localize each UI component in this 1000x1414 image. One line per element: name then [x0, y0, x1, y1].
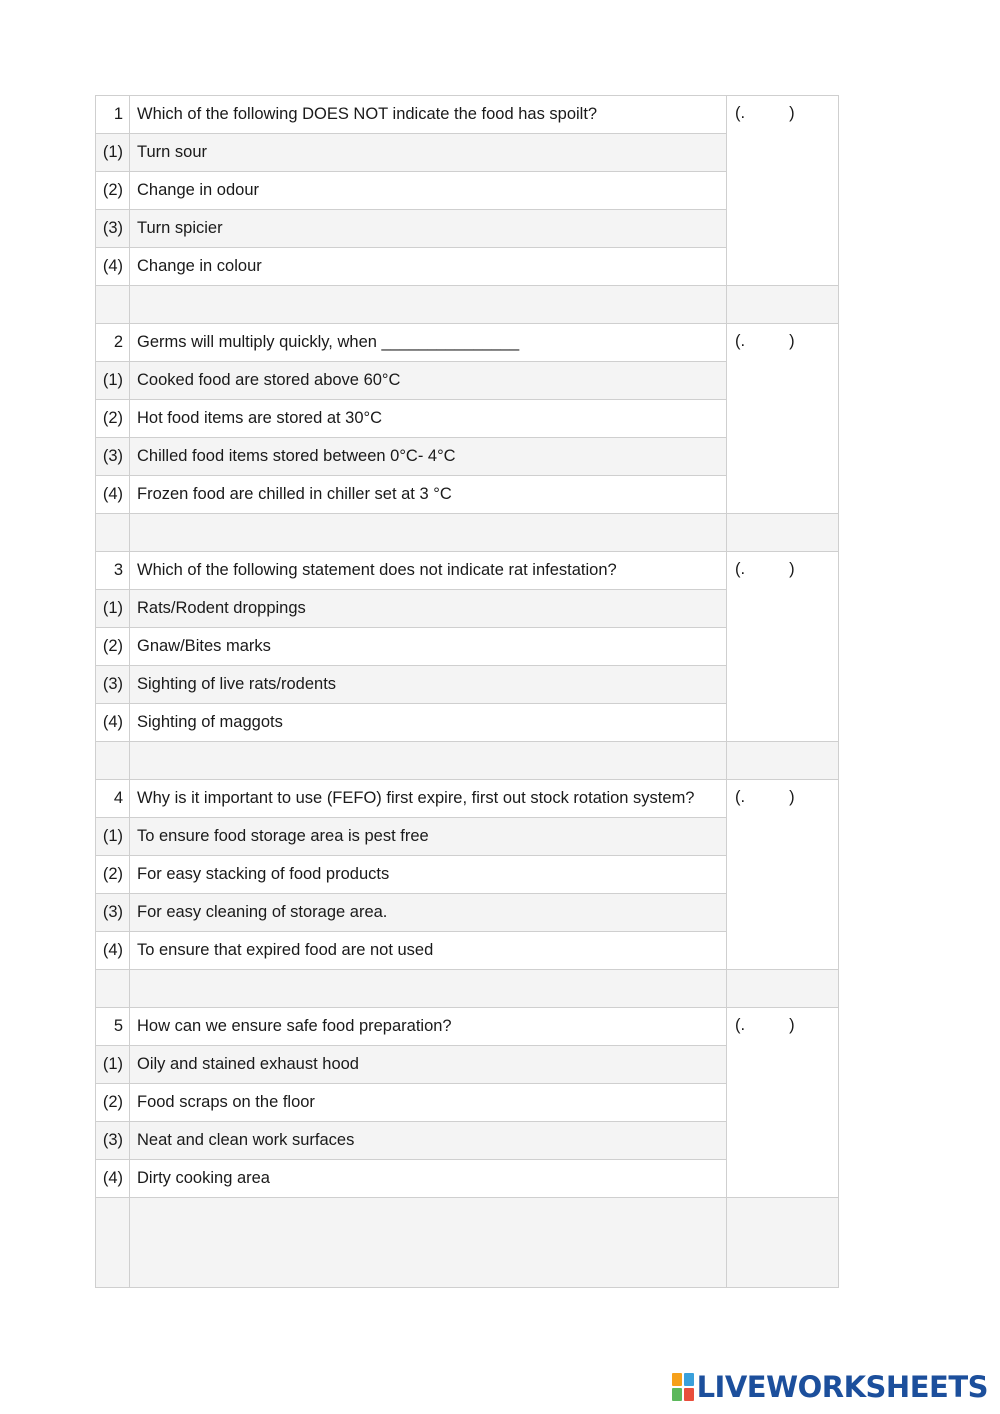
question-row	[96, 1008, 839, 1046]
answer-open-bracket: (.	[735, 332, 746, 350]
question-number: 1	[96, 96, 130, 134]
option-label: (1)	[96, 818, 130, 856]
spacer-cell	[96, 970, 130, 1008]
option-label: (1)	[96, 1046, 130, 1084]
option-text: Turn spicier	[130, 210, 727, 248]
question-text: Which of the following statement does not indicate rat infestation?	[130, 552, 727, 590]
option-text: For easy stacking of food products	[130, 856, 727, 894]
answer-open-bracket: (.	[735, 104, 746, 122]
option-text: To ensure that expired food are not used	[130, 932, 727, 970]
option-label: (2)	[96, 172, 130, 210]
answer-open-bracket: (.	[735, 1016, 746, 1034]
option-label: (1)	[96, 362, 130, 400]
option-label: (2)	[96, 628, 130, 666]
answer-box[interactable]	[727, 552, 839, 742]
question-text: Germs will multiply quickly, when _______________	[130, 324, 727, 362]
answer-box[interactable]	[727, 96, 839, 286]
liveworksheets-logo	[672, 1372, 988, 1402]
answer-close-bracket: )	[789, 332, 795, 350]
question-row	[96, 324, 839, 362]
logo-mark-icon	[672, 1373, 694, 1401]
option-text: Rats/Rodent droppings	[130, 590, 727, 628]
question-number: 3	[96, 552, 130, 590]
option-text: For easy cleaning of storage area.	[130, 894, 727, 932]
option-text: Change in colour	[130, 248, 727, 286]
question-text: How can we ensure safe food preparation?	[130, 1008, 727, 1046]
option-text: Neat and clean work surfaces	[130, 1122, 727, 1160]
spacer-row	[96, 514, 839, 552]
answer-close-bracket: )	[789, 104, 795, 122]
option-text: Change in odour	[130, 172, 727, 210]
question-number: 5	[96, 1008, 130, 1046]
option-text: Frozen food are chilled in chiller set at 3 °C	[130, 476, 727, 514]
spacer-cell	[130, 742, 727, 780]
option-text: Hot food items are stored at 30°C	[130, 400, 727, 438]
option-text: To ensure food storage area is pest free	[130, 818, 727, 856]
spacer-cell	[727, 1198, 839, 1288]
option-label: (3)	[96, 438, 130, 476]
spacer-cell	[727, 970, 839, 1008]
option-label: (2)	[96, 856, 130, 894]
quiz-table	[95, 95, 839, 1288]
answer-box[interactable]	[727, 1008, 839, 1198]
answer-close-bracket: )	[789, 560, 795, 578]
option-label: (4)	[96, 704, 130, 742]
spacer-cell	[727, 742, 839, 780]
answer-close-bracket: )	[789, 1016, 795, 1034]
question-number: 4	[96, 780, 130, 818]
option-text: Sighting of live rats/rodents	[130, 666, 727, 704]
option-label: (2)	[96, 1084, 130, 1122]
option-label: (4)	[96, 476, 130, 514]
spacer-row	[96, 970, 839, 1008]
answer-open-bracket: (.	[735, 560, 746, 578]
option-text: Oily and stained exhaust hood	[130, 1046, 727, 1084]
option-text: Sighting of maggots	[130, 704, 727, 742]
option-text: Chilled food items stored between 0°C- 4°C	[130, 438, 727, 476]
spacer-cell	[96, 286, 130, 324]
spacer-cell	[96, 514, 130, 552]
option-label: (2)	[96, 400, 130, 438]
option-label: (4)	[96, 1160, 130, 1198]
spacer-row	[96, 1198, 839, 1288]
spacer-cell	[96, 1198, 130, 1288]
option-label: (4)	[96, 932, 130, 970]
option-label: (3)	[96, 1122, 130, 1160]
answer-box[interactable]	[727, 780, 839, 970]
spacer-cell	[130, 286, 727, 324]
option-text: Gnaw/Bites marks	[130, 628, 727, 666]
spacer-cell	[130, 514, 727, 552]
spacer-cell	[727, 286, 839, 324]
question-number: 2	[96, 324, 130, 362]
option-label: (3)	[96, 210, 130, 248]
spacer-cell	[130, 1198, 727, 1288]
question-text: Which of the following DOES NOT indicate the food has spoilt?	[130, 96, 727, 134]
option-text: Turn sour	[130, 134, 727, 172]
option-label: (3)	[96, 894, 130, 932]
question-text: Why is it important to use (FEFO) first expire, first out stock rotation system?	[130, 780, 727, 818]
answer-close-bracket: )	[789, 788, 795, 806]
spacer-row	[96, 286, 839, 324]
answer-box[interactable]	[727, 324, 839, 514]
option-text: Food scraps on the floor	[130, 1084, 727, 1122]
logo-text: LIVEWORKSHEETS	[696, 1370, 988, 1404]
option-label: (1)	[96, 134, 130, 172]
spacer-row	[96, 742, 839, 780]
option-label: (4)	[96, 248, 130, 286]
question-row	[96, 552, 839, 590]
answer-open-bracket: (.	[735, 788, 746, 806]
option-text: Cooked food are stored above 60°C	[130, 362, 727, 400]
option-text: Dirty cooking area	[130, 1160, 727, 1198]
question-row	[96, 96, 839, 134]
spacer-cell	[727, 514, 839, 552]
option-label: (3)	[96, 666, 130, 704]
spacer-cell	[96, 742, 130, 780]
question-row	[96, 780, 839, 818]
option-label: (1)	[96, 590, 130, 628]
spacer-cell	[130, 970, 727, 1008]
